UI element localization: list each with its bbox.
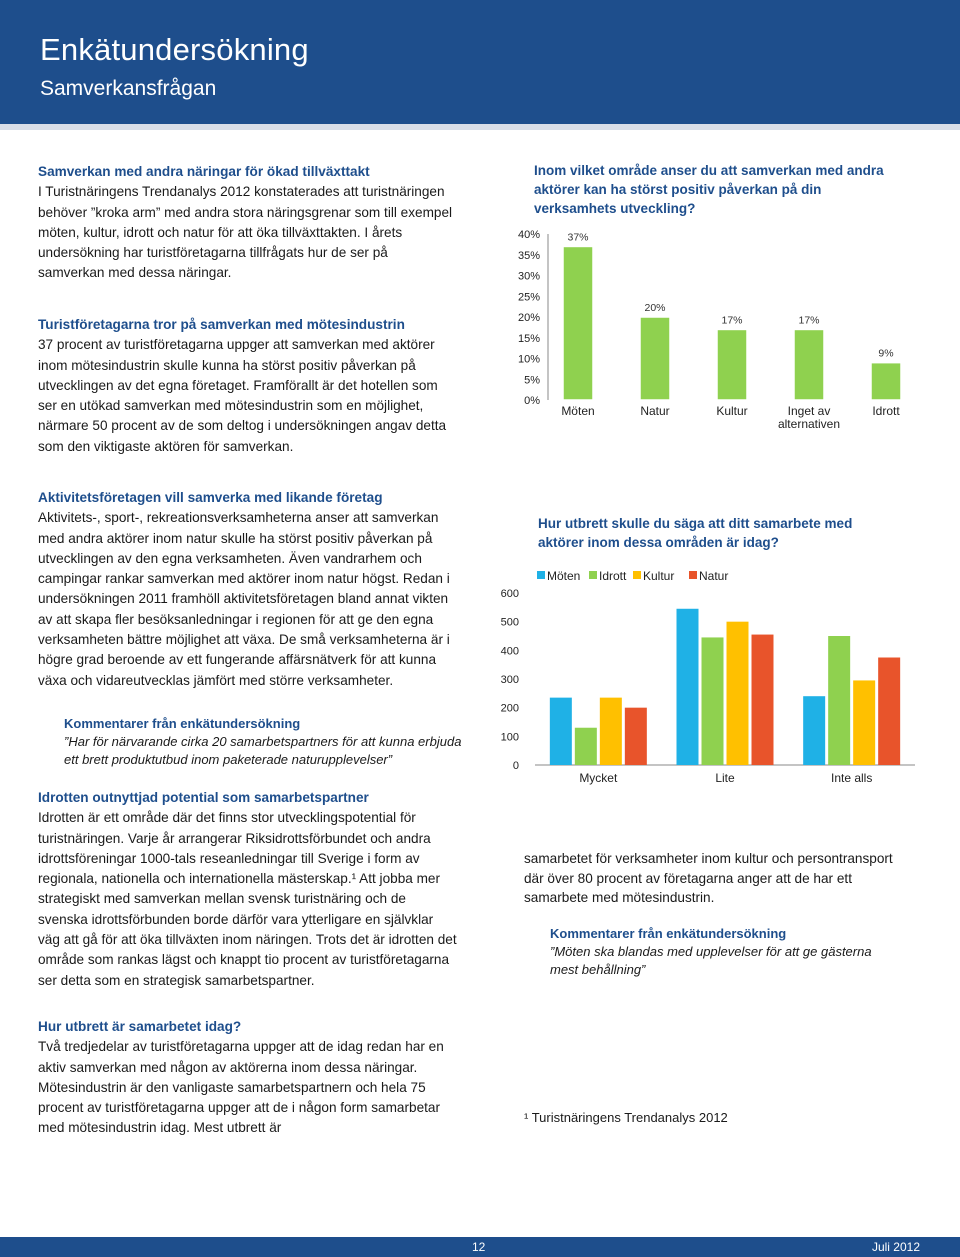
page-footer — [0, 1237, 960, 1257]
y-tick-label: 40% — [517, 229, 540, 241]
chart2-title: Hur utbrett skulle du säga att ditt samarbete med aktörer inom dessa områden är idag? — [538, 516, 853, 550]
data-label: 20% — [644, 302, 666, 314]
y-tick-label: 100 — [500, 731, 519, 744]
bar — [717, 329, 747, 400]
comment-heading: Kommentarer från enkätundersökning — [550, 926, 787, 941]
y-tick-label: 35% — [517, 249, 540, 262]
bar — [853, 680, 875, 765]
section-body: Idrotten är ett område där det finns stor utvecklingspotential för turistnäringen. Varje år arrangerar Riksidrottsförbundet och andra idrottsföreningar 1000-tals reseanledningar till Sverige i form av regionala, nationella och internationella mästerskap.¹ Att jobba mer strategiskt med samverkan mellan svensk turistnäring och de svenska idrottsförbunden borde därför vara ytterligare en självklar väg att gå för att öka tillväxten inom näringen. Trots det är idrotten det område som rankas lägst och knappt tio procent av turistföretagarna ser detta som en strategisk samarbetspartner. — [38, 810, 457, 988]
legend-label: Natur — [699, 569, 729, 583]
bar — [563, 246, 593, 400]
section-heading: Idrotten outnyttjad potential som samarbetspartner — [38, 790, 369, 805]
y-tick-label: 600 — [500, 588, 519, 600]
bar — [575, 728, 597, 765]
bar — [828, 636, 850, 765]
category-label: Möten — [561, 404, 595, 418]
legend-swatch — [633, 571, 641, 579]
section-heading: Turistföretagarna tror på samverkan med mötesindustrin — [38, 317, 405, 332]
legend-label: Idrott — [599, 569, 627, 583]
legend-swatch — [589, 571, 597, 579]
category-label: Idrott — [872, 404, 900, 418]
y-tick-label: 25% — [517, 291, 540, 304]
section-body: Aktivitets-, sport-, rekreationsverksamheterna anser att samverkan med andra aktörer inom natur skulle ha störst positiv påverkan på utvecklingen av den egna verksamheten. Även vandrarhem och campingar rankar samverkan med aktörer inom natur högst. Redan i undersökningen 2011 framhöll aktivitetsföretagen bland annat vikten av att skapa fler besöksanledningar i regionen för att ge den egna verksamheten bättre möjlighet att växa. De små verksamheterna är i högre grad beroende av ett fungerande affärsnätverk för att kunna växa och vidareutvecklas jämfört med större verksamheter. — [38, 510, 450, 688]
legend-swatch — [689, 571, 697, 579]
y-tick-label: 0% — [524, 395, 540, 407]
bar — [878, 658, 900, 766]
legend-label: Möten — [547, 569, 581, 583]
category-label: Mycket — [579, 771, 618, 785]
section-body: Två tredjedelar av turistföretagarna uppger att de idag redan har en aktiv samverkan med någon av aktörerna inom dessa näringar. Mötesindustrin är den vanligaste samarbetspartnern och hela 75 procent av turistföretagarna uppger att de i någon form samarbetar med mötesindustrin idag. Mest utbrett är — [38, 1039, 444, 1136]
bar — [640, 317, 670, 400]
section-aktivitetsforetag — [38, 488, 458, 691]
chart1-title: Inom vilket område anser du att samverkan med andra aktörer kan ha störst positiv påverkan på din verksamhets utveckling? — [534, 163, 884, 216]
footnote: ¹ Turistnäringens Trendanalys 2012 — [524, 1110, 728, 1125]
y-tick-label: 200 — [500, 702, 519, 715]
category-label: Natur — [640, 404, 670, 418]
section-idrotten — [38, 788, 458, 991]
section-heading: Samverkan med andra näringar för ökad tillväxttakt — [38, 164, 370, 179]
data-label: 17% — [798, 314, 820, 327]
y-tick-label: 15% — [517, 332, 540, 345]
comment-box-1 — [64, 715, 464, 769]
bar — [550, 698, 572, 765]
bar — [794, 329, 824, 400]
bar — [803, 696, 825, 765]
bar — [600, 698, 622, 765]
data-label: 9% — [878, 347, 894, 360]
bar — [871, 363, 901, 400]
comment-quote: ”Har för närvarande cirka 20 samarbetspartners för att kunna erbjuda ett brett produktutbud inom paketerade naturupplevelser” — [64, 734, 462, 767]
chart-omrade-paverkan — [490, 220, 930, 445]
continuation-text: samarbetet för verksamheter inom kultur och persontransport där över 80 procent av företagarna anger att de har ett samarbete med mötesindustrin. — [524, 851, 893, 905]
page-title: Enkätundersökning — [40, 32, 309, 67]
comment-quote: ”Möten ska blandas med upplevelser för att ge gästerna mest behållning” — [550, 944, 872, 977]
bar — [625, 708, 647, 765]
y-tick-label: 30% — [517, 270, 540, 283]
category-label: Inte alls — [830, 771, 873, 785]
bar — [677, 609, 699, 765]
chart-samarbete-utbrett — [485, 560, 925, 792]
data-label: 17% — [721, 314, 743, 327]
legend-label: Kultur — [643, 569, 675, 583]
section-heading: Aktivitetsföretagen vill samverka med likande företag — [38, 490, 383, 505]
data-label: 37% — [567, 231, 589, 244]
section-samarbete-idag — [38, 1017, 458, 1139]
y-tick-label: 0 — [512, 760, 519, 772]
y-tick-label: 10% — [517, 353, 540, 366]
y-tick-label: 5% — [524, 374, 540, 387]
footer-date: Juli 2012 — [871, 1240, 920, 1254]
category-label: Kultur — [716, 404, 748, 418]
category-label: Lite — [715, 771, 735, 785]
category-label: alternativen — [777, 417, 841, 431]
comment-heading: Kommentarer från enkätundersökning — [64, 716, 301, 731]
bar — [702, 637, 724, 765]
section-body: 37 procent av turistföretagarna uppger att samverkan med aktörer inom mötesindustrin skulle kunna ha störst positiv påverkan på utvecklingen av det egna företaget. Framförallt är det hotellen som ser en utökad samverkan med mötesindustrin som en möjlighet, närmare 50 procent av de som deltog i undersökningen angav detta som den viktigaste aktören för samverkan. — [38, 337, 447, 454]
y-tick-label: 20% — [517, 312, 540, 324]
header-divider — [0, 124, 960, 130]
legend-swatch — [537, 571, 545, 579]
section-heading: Hur utbrett är samarbetet idag? — [38, 1019, 242, 1034]
y-tick-label: 500 — [500, 616, 519, 629]
section-tillvaxttakt — [38, 162, 458, 284]
bar — [752, 635, 774, 765]
bar — [727, 622, 749, 765]
section-motesindustrin — [38, 315, 458, 457]
y-tick-label: 300 — [500, 674, 519, 686]
y-tick-label: 400 — [500, 645, 519, 658]
page-number: 12 — [472, 1240, 486, 1254]
category-label: Inget av — [787, 404, 831, 418]
page-subtitle: Samverkansfrågan — [40, 77, 217, 100]
comment-box-2 — [550, 925, 890, 979]
section-body: I Turistnäringens Trendanalys 2012 konstaterades att turistnäringen behöver ”kroka arm” med andra stora näringsgrenar som till exempel möten, kultur, idrott och natur för att öka tillväxttakten. I årets undersökning har turistföretagarna tillfrågats hur de ser på samverkan med dessa näringar. — [38, 184, 453, 281]
